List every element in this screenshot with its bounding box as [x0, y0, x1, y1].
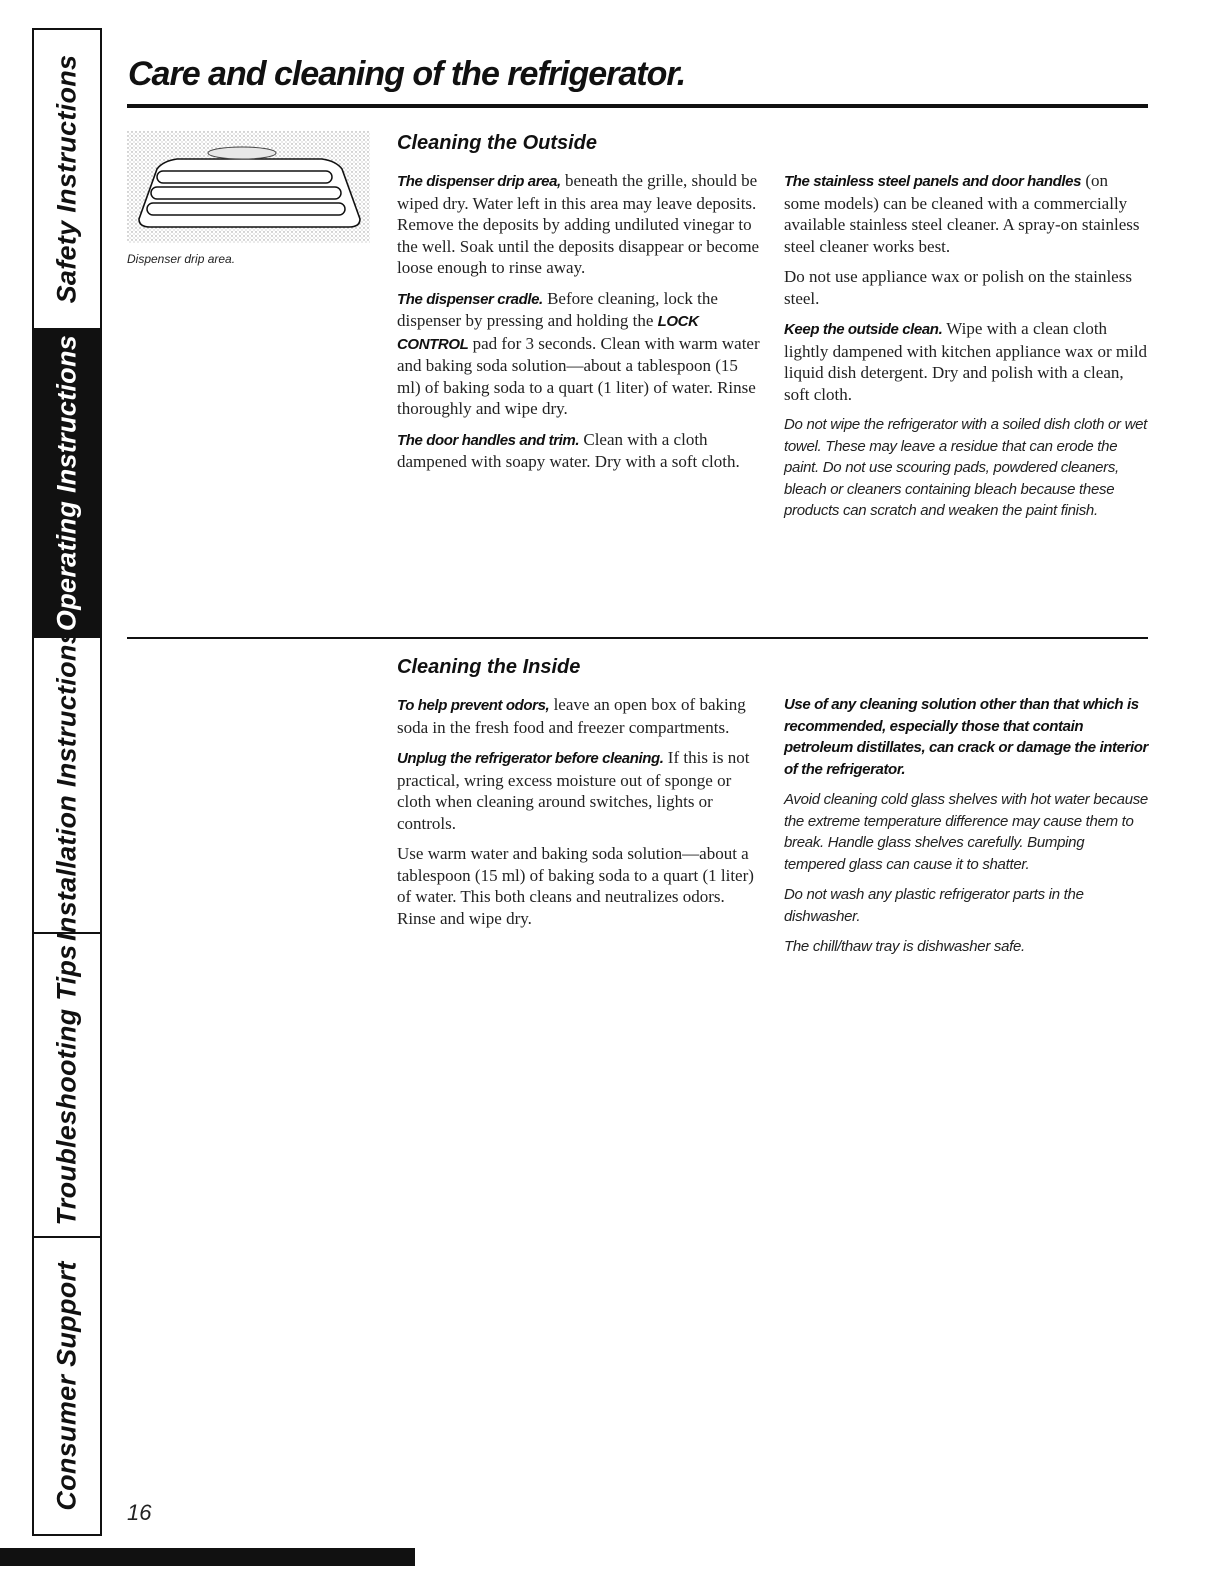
outside-paragraph: [397, 429, 762, 473]
outside-paragraph: Do not use appliance wax or polish on the stainless steel.: [784, 267, 1132, 308]
tab-label: Installation Instructions: [51, 628, 82, 942]
tab-label: Operating Instructions: [51, 334, 82, 632]
section-sidebar: [32, 28, 102, 1536]
lead-text: Keep the outside clean.: [784, 321, 943, 338]
tab-consumer-support[interactable]: [34, 1238, 100, 1534]
body-text: (on some models) can be cleaned with a commercially available stainless steel cleaner. A spray-on stainless steel cleaner works best.: [784, 171, 1140, 256]
inside-paragraph: Use warm water and baking soda solution—about a tablespoon (15 ml) of baking soda to a quart (1 liter) of water. This both cleans and neutralizes odors. Rinse and wipe dry.: [397, 844, 754, 928]
figure-caption: Dispenser drip area.: [127, 252, 236, 266]
body-text: beneath the grille, should be wiped dry. Water left in this area may leave deposits. Remove the deposits by adding undiluted vinegar to the well. Soak until the deposits disappear or become loose enough to rinse away.: [397, 171, 760, 277]
body-text: If this is not practical, wring excess moisture out of sponge or cloth when cleaning around switches, lights or controls.: [397, 748, 750, 833]
outside-column-left: [397, 170, 762, 482]
inside-column-left: [397, 694, 762, 938]
outside-paragraph: [397, 288, 762, 420]
lead-text: Unplug the refrigerator before cleaning.: [397, 750, 664, 767]
body-text: Clean with a cloth dampened with soapy water. Dry with a soft cloth.: [397, 429, 740, 471]
page-number: 16: [127, 1500, 152, 1525]
tab-installation-instructions[interactable]: [34, 628, 100, 942]
outside-paragraph: [397, 170, 762, 279]
outside-paragraph: [784, 170, 1148, 257]
warning-paragraph: Use of any cleaning solution other than that which is recommended, especially those that contain petroleum distillates, can crack or damage the interior of the refrigerator.: [784, 696, 1148, 778]
inside-paragraph: [397, 694, 762, 738]
section-rule: [127, 637, 1148, 639]
inside-heading: Cleaning the Inside: [397, 656, 581, 678]
lead-text: To help prevent odors,: [397, 697, 550, 714]
control-label: LOCK CONTROL: [397, 313, 699, 353]
outside-paragraph: [784, 318, 1148, 405]
lead-text: The dispenser cradle.: [397, 290, 543, 308]
outside-heading: Cleaning the Outside: [397, 132, 598, 154]
body-text: pad for 3 seconds. Clean with warm water and baking soda solution—about a tablespoon (15 ml) of baking soda to a quart (1 liter) of water. Rinse thoroughly and wipe dry.: [397, 333, 760, 418]
lead-text: The stainless steel panels and door handles: [784, 173, 1082, 190]
caution-note: Do not wash any plastic refrigerator parts in the dishwasher.: [784, 886, 1084, 925]
lead-text: The door handles and trim.: [397, 431, 580, 449]
tab-operating-instructions[interactable]: [34, 330, 100, 638]
title-rule: [127, 104, 1148, 108]
body-text: Wipe with a clean cloth lightly dampened with kitchen appliance wax or mild liquid dish detergent. Dry and polish with a clean, soft cloth.: [784, 319, 1148, 404]
tab-label: Troubleshooting Tips: [51, 944, 82, 1226]
inside-paragraph: [397, 747, 762, 834]
tab-label: Safety Instructions: [51, 54, 82, 304]
footer-bar: [0, 1548, 415, 1566]
tab-troubleshooting-tips[interactable]: [34, 934, 100, 1238]
outside-column-right: [784, 170, 1148, 531]
tab-safety-instructions[interactable]: [34, 30, 100, 330]
lead-text: The dispenser drip area,: [397, 173, 561, 190]
inside-column-right: [784, 694, 1148, 967]
tab-label: Consumer Support: [51, 1261, 82, 1511]
page-title: Care and cleaning of the refrigerator.: [128, 55, 686, 93]
caution-note: The chill/thaw tray is dishwasher safe.: [784, 938, 1025, 955]
body-text: leave an open box of baking soda in the fresh food and freezer compartments.: [397, 695, 746, 737]
body-text: Before cleaning, lock the dispenser by pressing and holding the: [397, 288, 718, 330]
caution-note: Avoid cleaning cold glass shelves with hot water because the extreme temperature difference may cause them to break. Handle glass shelves carefully. Bumping tempered glass can cause it to shatter.: [784, 791, 1148, 873]
dispenser-drip-area-illustration: [127, 131, 370, 243]
caution-note: Do not wipe the refrigerator with a soiled dish cloth or wet towel. These may leave a residue that can erode the paint. Do not use scouring pads, powdered cleaners, bleach or cleaners containing bleach because these products can scratch and weaken the paint finish.: [784, 416, 1148, 519]
